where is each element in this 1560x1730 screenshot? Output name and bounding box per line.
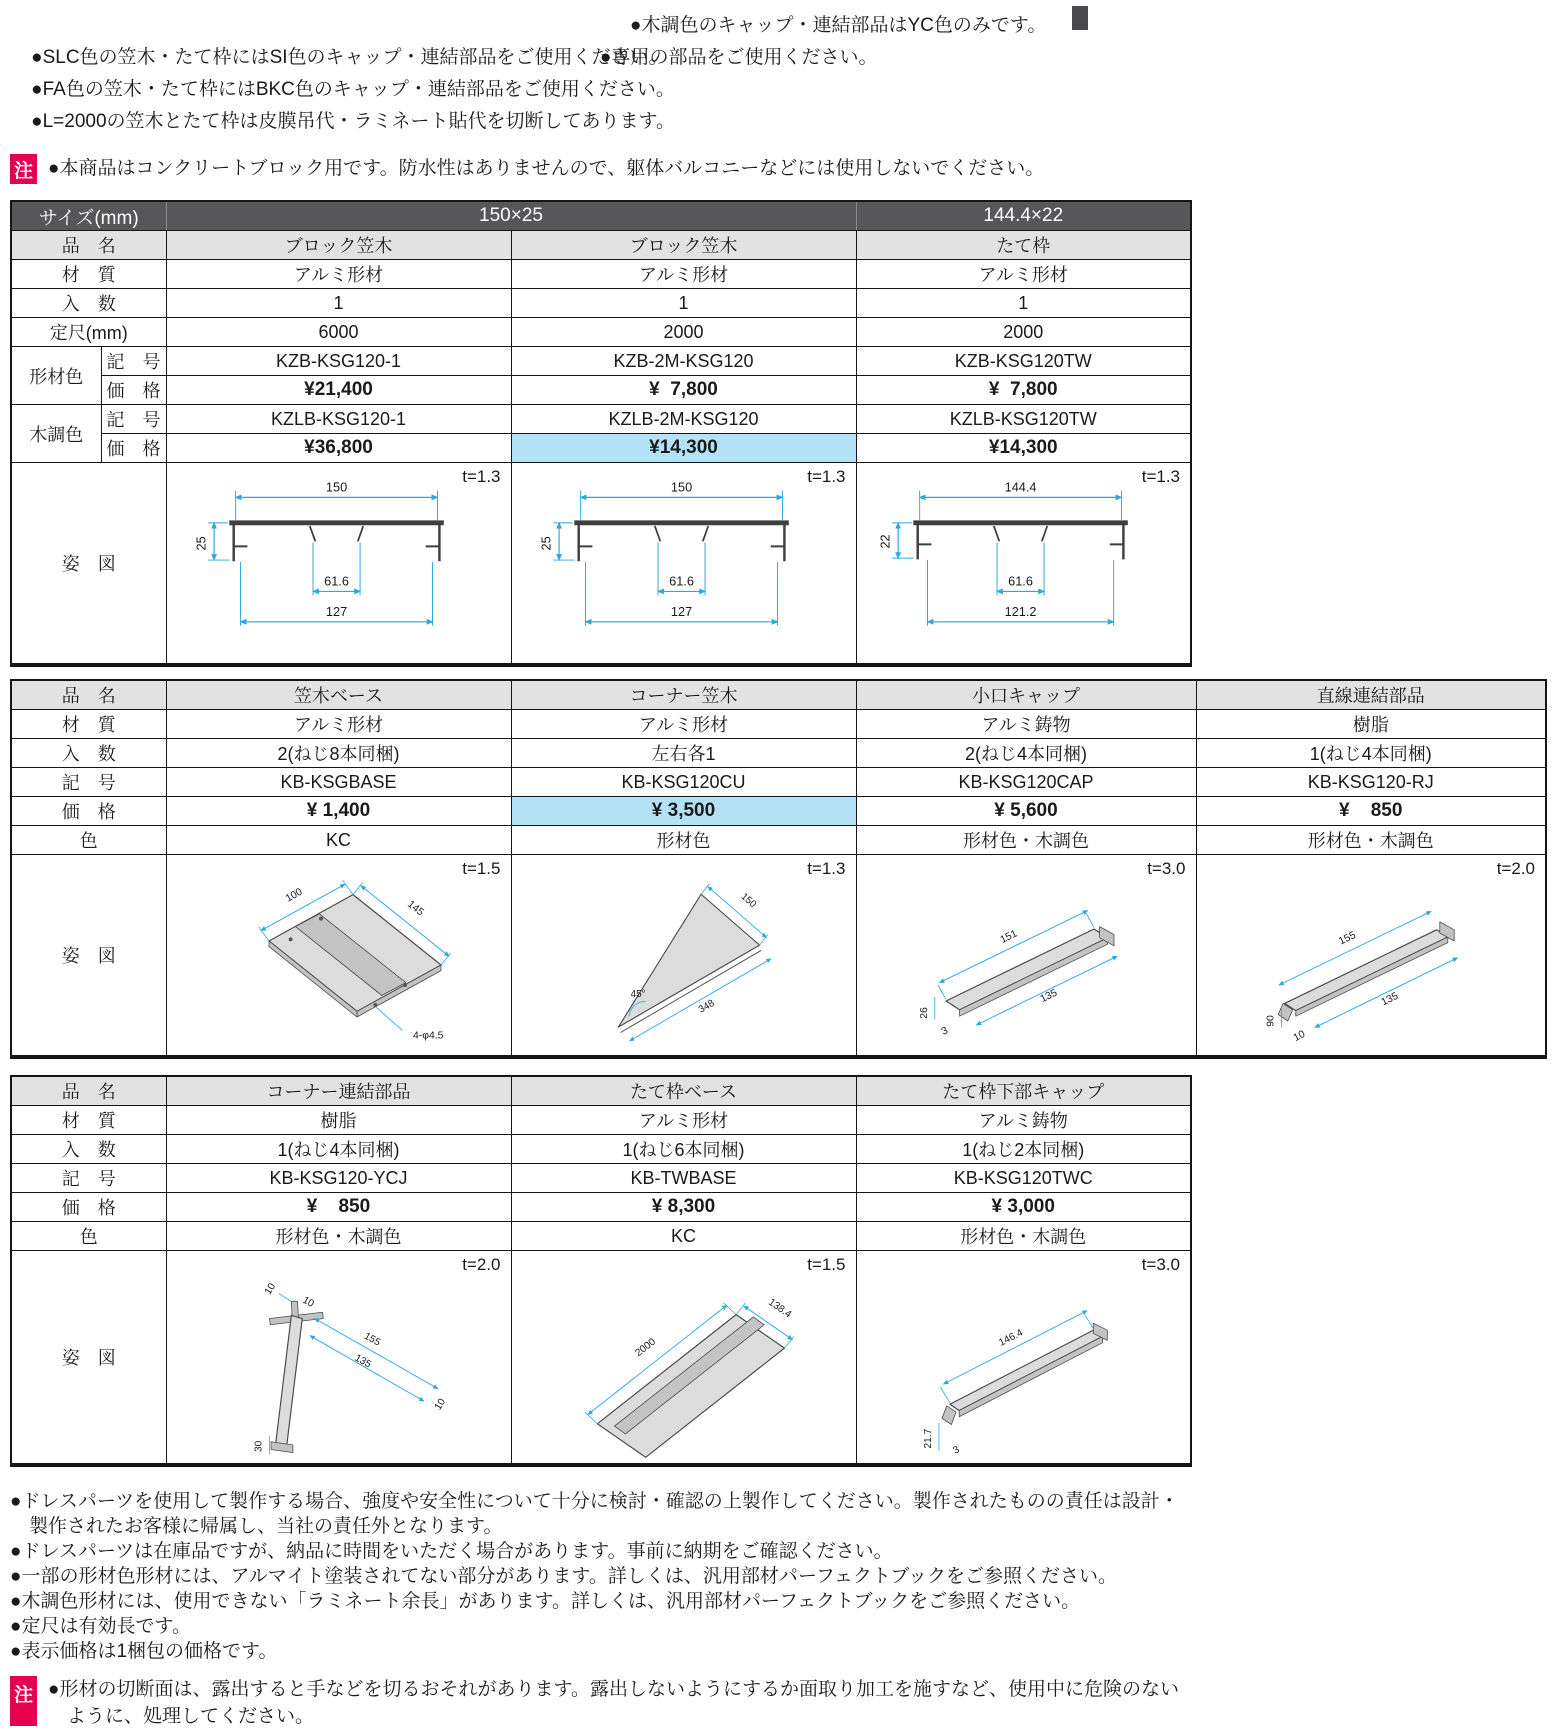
row-label: 価 格 xyxy=(11,797,166,826)
thickness-label: t=1.5 xyxy=(462,859,501,878)
code-cell: KB-KSG120-RJ xyxy=(1196,768,1546,797)
row-label: 記 号 xyxy=(101,405,166,434)
product-name-cell: ブロック笠木 xyxy=(511,231,856,260)
product-name-cell: たて枠下部キャップ xyxy=(856,1076,1191,1106)
price-row xyxy=(11,797,1546,826)
drawing-row xyxy=(11,463,1191,666)
product-name-cell: ブロック笠木 xyxy=(166,231,511,260)
dimension-label: 121.2 xyxy=(1004,603,1037,619)
thickness-label: t=2.0 xyxy=(1496,859,1535,878)
price-cell: ¥ 3,000 xyxy=(856,1193,1191,1222)
dimension-label: 135 xyxy=(1038,987,1060,1006)
table-accessories-2 xyxy=(10,1075,1192,1467)
price-cell: ¥ 1,400 xyxy=(166,797,511,826)
price-cell: ¥ 7,800 xyxy=(856,376,1191,405)
thickness-label: t=3.0 xyxy=(1141,1255,1180,1274)
size-value-cell: 150×25 xyxy=(166,201,856,231)
row-label: 材 質 xyxy=(11,710,166,739)
note-text: ●表示価格は1梱包の価格です。 xyxy=(10,1641,278,1662)
material-row xyxy=(11,1106,1191,1135)
product-name-cell: 小口キャップ xyxy=(856,680,1196,710)
material-cell: アルミ形材 xyxy=(511,710,856,739)
dimension-label: 144.4 xyxy=(1004,479,1037,495)
isometric-diagram-corner-joint xyxy=(204,1256,473,1459)
code-cell: KB-KSG120CU xyxy=(511,768,856,797)
material-cell: 樹脂 xyxy=(1196,710,1546,739)
bottom-notes xyxy=(10,1489,1185,1664)
length-cell: 2000 xyxy=(511,318,856,347)
product-name-cell: たて枠ベース xyxy=(511,1076,856,1106)
dimension-label: 10 xyxy=(300,1294,316,1310)
row-label: 色 xyxy=(11,826,166,855)
product-name-cell: コーナー笠木 xyxy=(511,680,856,710)
product-name-cell: 笠木ベース xyxy=(166,680,511,710)
thickness-label: t=2.0 xyxy=(462,1255,501,1274)
qty-row xyxy=(11,289,1191,318)
diagram-cell xyxy=(511,463,856,666)
isometric-diagram-corner-coping xyxy=(553,860,815,1050)
note-text: ●木調色形材には、使用できない「ラミネート余長」があります。詳しくは、汎用部材パーフェクトブックをご参照ください。 xyxy=(10,1591,1081,1612)
diagram-cell xyxy=(856,1251,1191,1466)
qty-row xyxy=(11,1135,1191,1164)
note-text: ●ドレスパーツを使用して製作する場合、強度や安全性について十分に検討・確認の上製作してください。製作されたものの責任は設計・製作されたお客様に帰属し、当社の責任外となります。 xyxy=(10,1491,1179,1537)
price-cell: ¥ 850 xyxy=(1196,797,1546,826)
note-text: ●一部の形材色形材には、アルマイト塗装されてない部分があります。詳しくは、汎用部材パーフェクトブックをご参照ください。 xyxy=(10,1566,1118,1587)
row-label: 姿 図 xyxy=(11,855,166,1058)
material-cell: アルミ形材 xyxy=(511,1106,856,1135)
diagram-cell xyxy=(511,1251,856,1466)
cross-section-diagram xyxy=(519,467,849,659)
group-label: 形材色 xyxy=(11,347,101,405)
material-cell: アルミ形材 xyxy=(166,260,511,289)
profile-price-row xyxy=(11,376,1191,405)
qty-row xyxy=(11,739,1546,768)
diagram-cell xyxy=(856,463,1191,666)
caution-text: ●形材の切断面は、露出すると手などを切るおそれがあります。露出しないようにするか面取り加工を施すなど、使用中に危険のないように、処理してください。 xyxy=(48,1679,1179,1727)
code-cell: KB-KSG120CAP xyxy=(856,768,1196,797)
row-label: 入 数 xyxy=(11,739,166,768)
color-cell: 形材色 xyxy=(511,826,856,855)
product-name-row xyxy=(11,1076,1191,1106)
price-cell: ¥ 5,600 xyxy=(856,797,1196,826)
product-name-row xyxy=(11,680,1546,710)
color-cell: 形材色・木調色 xyxy=(856,826,1196,855)
dimension-label: 150 xyxy=(670,479,692,495)
product-name-cell: たて枠 xyxy=(856,231,1191,260)
note-text: ●木調色のキャップ・連結部品はYC色のみです。 xyxy=(630,15,1047,36)
color-cell: 形材色・木調色 xyxy=(1196,826,1546,855)
material-cell: アルミ形材 xyxy=(856,260,1191,289)
price-cell-highlighted: ¥14,300 xyxy=(511,434,856,463)
dimension-label: 2000 xyxy=(633,1335,658,1359)
code-cell: KB-KSG120TWC xyxy=(856,1164,1191,1193)
code-cell: KZLB-KSG120TW xyxy=(856,405,1191,434)
row-label: 入 数 xyxy=(11,289,166,318)
dimension-label: 138.4 xyxy=(766,1296,794,1320)
qty-cell: 1 xyxy=(166,289,511,318)
row-label: 記 号 xyxy=(11,768,166,797)
dimension-label: 61.6 xyxy=(323,573,349,589)
qty-cell: 1 xyxy=(856,289,1191,318)
dimension-label: 155 xyxy=(362,1330,383,1349)
row-label: 材 質 xyxy=(11,1106,166,1135)
isometric-diagram-frame-base xyxy=(549,1256,818,1459)
code-cell: KZLB-2M-KSG120 xyxy=(511,405,856,434)
qty-cell: 1 xyxy=(511,289,856,318)
dimension-label: 100 xyxy=(283,886,304,905)
note-text: ●専用の部品をご使用ください。 xyxy=(600,47,878,68)
wood-code-row xyxy=(11,405,1191,434)
isometric-diagram-end-cap xyxy=(890,861,1162,1049)
diagram-cell xyxy=(166,855,511,1058)
dimension-label: 10 xyxy=(1291,1028,1307,1044)
dimension-label: 151 xyxy=(998,928,1020,946)
row-label: 記 号 xyxy=(101,347,166,376)
price-cell: ¥ 8,300 xyxy=(511,1193,856,1222)
caution-note-2 xyxy=(10,1676,1560,1730)
thickness-label: t=1.3 xyxy=(807,467,846,486)
color-row xyxy=(11,826,1546,855)
color-cell: 形材色・木調色 xyxy=(856,1222,1191,1251)
cross-section-diagram xyxy=(858,467,1188,659)
diagram-cell xyxy=(166,463,511,666)
material-cell: アルミ形材 xyxy=(511,260,856,289)
diagram-cell xyxy=(511,855,856,1058)
isometric-diagram-bottom-cap xyxy=(889,1256,1158,1459)
caution-text: ●本商品はコンクリートブロック用です。防水性はありませんので、躯体バルコニーなどには使用しないでください。 xyxy=(48,158,1045,179)
note-text: ●ドレスパーツは在庫品ですが、納品に時間をいただく場合があります。事前に納期をご確認ください。 xyxy=(10,1541,893,1562)
code-row xyxy=(11,1164,1191,1193)
top-note-row xyxy=(10,74,1560,132)
price-cell: ¥36,800 xyxy=(166,434,511,463)
row-label: 定尺(mm) xyxy=(11,318,166,347)
dimension-label: 155 xyxy=(1337,930,1358,948)
caution-badge: 注 xyxy=(10,1676,37,1726)
material-cell: アルミ鋳物 xyxy=(856,1106,1191,1135)
note-text: ●L=2000の笠木とたて枠は皮膜吊代・ラミネート貼代を切断してあります。 xyxy=(31,111,676,132)
drawing-row xyxy=(11,855,1546,1058)
diagram-cell xyxy=(856,855,1196,1058)
qty-cell: 2(ねじ4本同梱) xyxy=(856,739,1196,768)
dimension-label: 127 xyxy=(325,603,347,619)
caution-note-1 xyxy=(10,154,1560,184)
row-label: 価 格 xyxy=(11,1193,166,1222)
product-name-cell: 直線連結部品 xyxy=(1196,680,1546,710)
table-accessories-1 xyxy=(10,679,1547,1059)
dimension-label: 25 xyxy=(537,536,553,551)
dimension-label: 348 xyxy=(696,997,717,1016)
dimension-label: 26 xyxy=(918,1007,930,1019)
diagram-cell xyxy=(166,1251,511,1466)
dimension-label: 61.6 xyxy=(668,573,694,589)
length-cell: 2000 xyxy=(856,318,1191,347)
dimension-label: 21.7 xyxy=(922,1428,934,1448)
code-cell: KB-KSGBASE xyxy=(166,768,511,797)
thickness-label: t=1.3 xyxy=(462,467,501,486)
color-cell: KC xyxy=(166,826,511,855)
dimension-label: 150 xyxy=(325,479,347,495)
note-text: ●SLC色の笠木・たて枠にはSI色のキャップ・連結部品をご使用ください。 xyxy=(31,47,668,68)
row-label: 色 xyxy=(11,1222,166,1251)
material-cell: 樹脂 xyxy=(166,1106,511,1135)
material-row xyxy=(11,260,1191,289)
isometric-diagram-straight-joint xyxy=(1235,861,1507,1049)
row-label: 品 名 xyxy=(11,231,166,260)
material-cell: アルミ鋳物 xyxy=(856,710,1196,739)
price-row xyxy=(11,1193,1191,1222)
material-row xyxy=(11,710,1546,739)
dimension-label: 90 xyxy=(1265,1015,1277,1027)
caution-badge: 注 xyxy=(10,154,37,184)
drawing-row xyxy=(11,1251,1191,1466)
dimension-label: 3 xyxy=(951,1443,962,1457)
row-label: 入 数 xyxy=(11,1135,166,1164)
dimension-label: 10 xyxy=(262,1280,279,1297)
color-cell: KC xyxy=(511,1222,856,1251)
diagram-cell xyxy=(1196,855,1546,1058)
dimension-label: 30 xyxy=(253,1440,265,1452)
length-cell: 6000 xyxy=(166,318,511,347)
thickness-label: t=1.3 xyxy=(1141,467,1181,486)
thickness-label: t=1.3 xyxy=(807,859,846,878)
row-label: 価 格 xyxy=(101,376,166,405)
dimension-label: 4-φ4.5 xyxy=(412,1030,443,1042)
note-text: ●定尺は有効長です。 xyxy=(10,1616,191,1637)
dimension-label: 25 xyxy=(192,536,208,551)
thickness-label: t=3.0 xyxy=(1147,859,1186,878)
row-label: 材 質 xyxy=(11,260,166,289)
price-cell-highlighted: ¥ 3,500 xyxy=(511,797,856,826)
price-cell: ¥ 7,800 xyxy=(511,376,856,405)
qty-cell: 1(ねじ4本同梱) xyxy=(166,1135,511,1164)
size-header-row xyxy=(11,201,1191,231)
code-cell: KB-KSG120-YCJ xyxy=(166,1164,511,1193)
length-row xyxy=(11,318,1191,347)
dimension-label: 22 xyxy=(877,534,893,549)
table-koping-main xyxy=(10,200,1192,667)
dimension-label: 127 xyxy=(670,603,692,619)
top-note-row xyxy=(10,42,1560,100)
isometric-diagram-base-plate xyxy=(201,861,477,1049)
qty-cell: 左右各1 xyxy=(511,739,856,768)
material-cell: アルミ形材 xyxy=(166,710,511,739)
qty-cell: 1(ねじ6本同梱) xyxy=(511,1135,856,1164)
dimension-label: 145 xyxy=(404,898,426,919)
dimension-label: 10 xyxy=(432,1396,449,1412)
product-name-row xyxy=(11,231,1191,260)
qty-cell: 2(ねじ8本同梱) xyxy=(166,739,511,768)
row-label: 価 格 xyxy=(101,434,166,463)
group-label: 木調色 xyxy=(11,405,101,463)
price-cell: ¥ 850 xyxy=(166,1193,511,1222)
color-row xyxy=(11,1222,1191,1251)
row-label: 姿 図 xyxy=(11,1251,166,1466)
color-cell: 形材色・木調色 xyxy=(166,1222,511,1251)
dimension-label: 135 xyxy=(1379,990,1400,1009)
code-cell: KZB-2M-KSG120 xyxy=(511,347,856,376)
dimension-label: 61.6 xyxy=(1008,573,1034,589)
dimension-label: 150 xyxy=(737,891,758,911)
price-cell: ¥14,300 xyxy=(856,434,1191,463)
dimension-label: 3 xyxy=(939,1025,950,1038)
code-cell: KZB-KSG120TW xyxy=(856,347,1191,376)
thickness-label: t=1.5 xyxy=(807,1255,846,1274)
size-label-cell: サイズ(mm) xyxy=(11,201,166,231)
profile-code-row xyxy=(11,347,1191,376)
row-label: 品 名 xyxy=(11,680,166,710)
wood-price-row xyxy=(11,434,1191,463)
note-text: ●FA色の笠木・たて枠にはBKC色のキャップ・連結部品をご使用ください。 xyxy=(31,79,675,100)
row-label: 品 名 xyxy=(11,1076,166,1106)
dimension-label: 146.4 xyxy=(997,1326,1025,1349)
size-value-cell: 144.4×22 xyxy=(856,201,1191,231)
qty-cell: 1(ねじ2本同梱) xyxy=(856,1135,1191,1164)
row-label: 記 号 xyxy=(11,1164,166,1193)
code-cell: KB-TWBASE xyxy=(511,1164,856,1193)
code-cell: KZLB-KSG120-1 xyxy=(166,405,511,434)
row-label: 姿 図 xyxy=(11,463,166,666)
product-name-cell: コーナー連結部品 xyxy=(166,1076,511,1106)
cross-section-diagram xyxy=(174,467,504,659)
code-row xyxy=(11,768,1546,797)
dimension-label: 135 xyxy=(352,1352,373,1370)
code-cell: KZB-KSG120-1 xyxy=(166,347,511,376)
price-cell: ¥21,400 xyxy=(166,376,511,405)
qty-cell: 1(ねじ4本同梱) xyxy=(1196,739,1546,768)
dimension-label: 45° xyxy=(630,988,646,1000)
